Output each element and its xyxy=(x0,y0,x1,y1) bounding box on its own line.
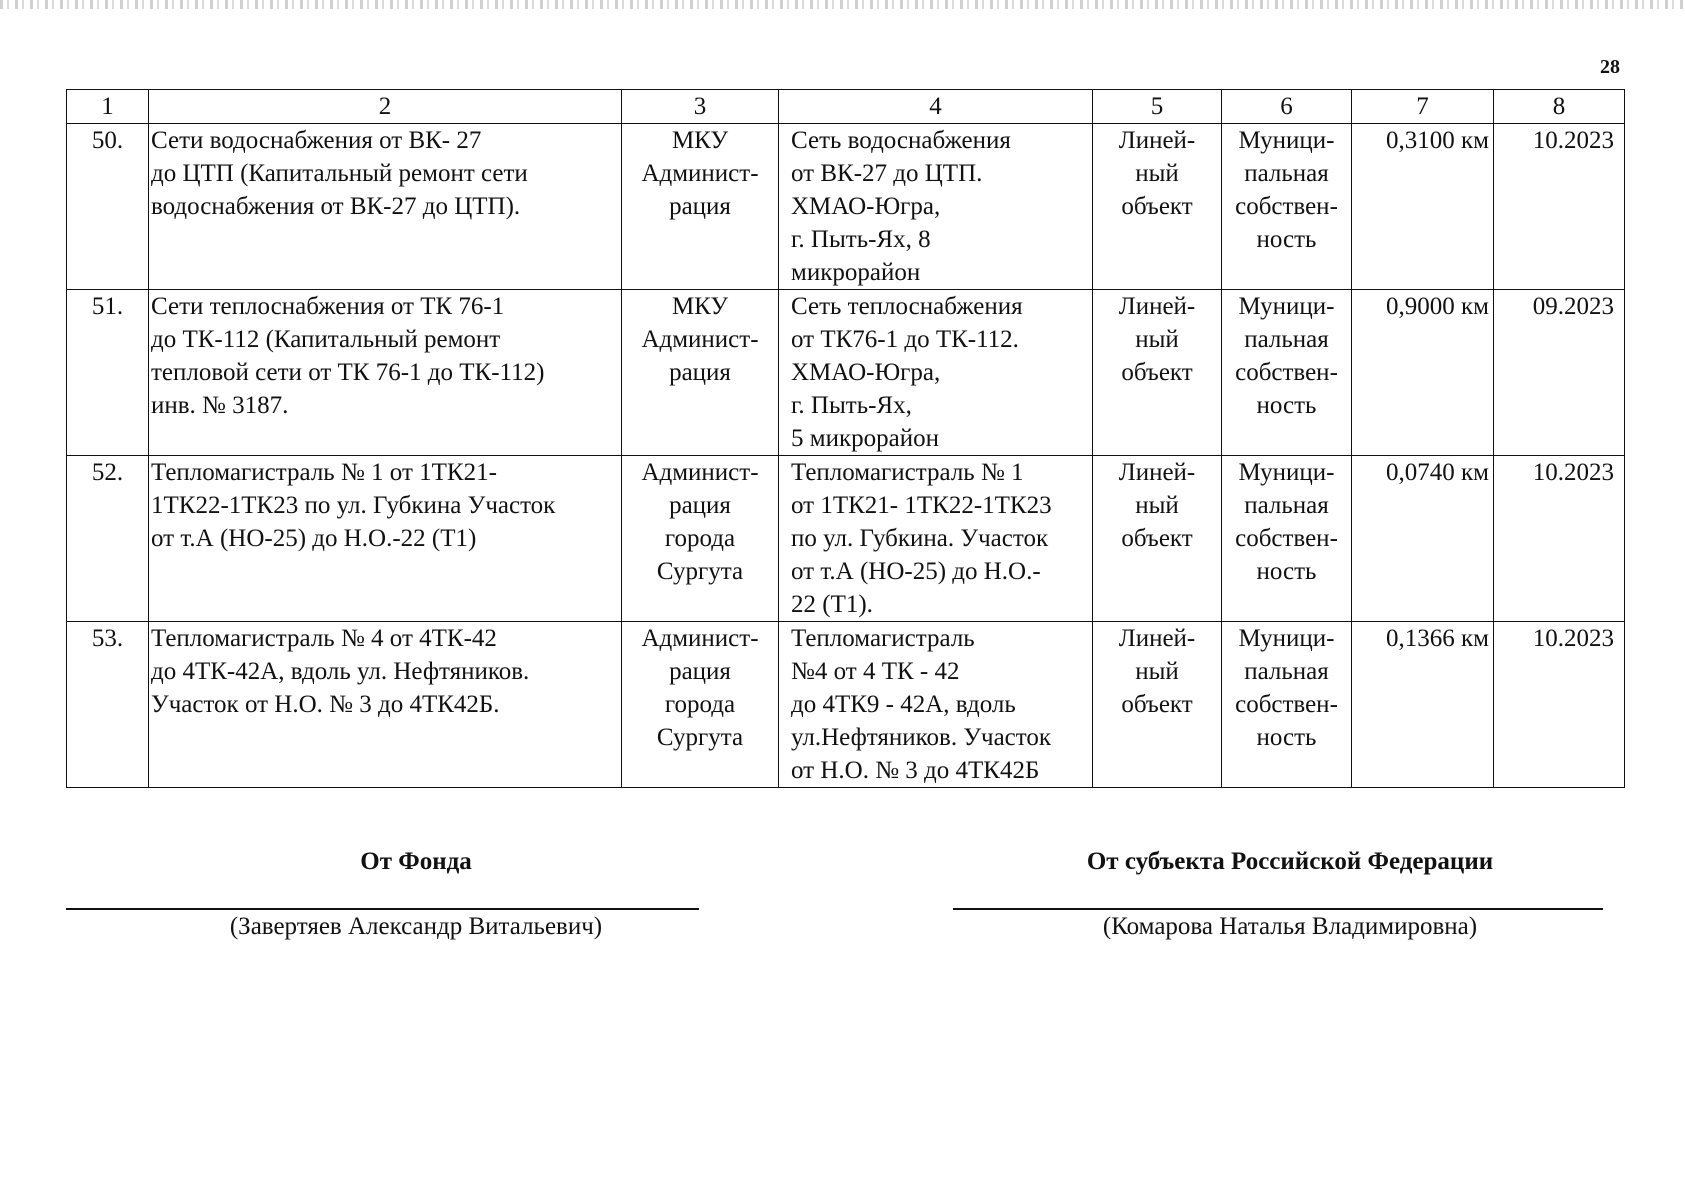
column-header: 2 xyxy=(149,90,622,124)
signature-title-fund: От Фонда xyxy=(360,848,472,875)
object-kind: Линей- ный объект xyxy=(1093,622,1222,788)
object-address: Сеть теплоснабжения от ТК76-1 до ТК-112. ХМАО-Югра, г. Пыть-Ях, 5 микрорайон xyxy=(779,290,1093,456)
completion-date: 10.2023 xyxy=(1494,456,1625,622)
column-header: 7 xyxy=(1352,90,1494,124)
organization: МКУ Админист- рация xyxy=(622,290,779,456)
table-row xyxy=(67,456,1625,622)
object-address: Сеть водоснабжения от ВК-27 до ЦТП. ХМАО-Югра, г. Пыть-Ях, 8 микрорайон xyxy=(779,124,1093,290)
column-header: 8 xyxy=(1494,90,1625,124)
column-header: 1 xyxy=(67,90,149,124)
object-address: Тепломагистраль № 1 от 1ТК21- 1ТК22-1ТК23 по ул. Губкина. Участок от т.А (НО-25) до Н.О.- 22 (Т1). xyxy=(779,456,1093,622)
object-length: 0,9000 км xyxy=(1352,290,1494,456)
column-header: 5 xyxy=(1093,90,1222,124)
object-length: 0,0740 км xyxy=(1352,456,1494,622)
ownership: Муници- пальная собствен- ность xyxy=(1222,622,1352,788)
signature-title-subject: От субъекта Российской Федерации xyxy=(1086,848,1494,875)
ownership: Муници- пальная собствен- ность xyxy=(1222,124,1352,290)
object-kind: Линей- ный объект xyxy=(1093,124,1222,290)
table-row xyxy=(67,622,1625,788)
object-length: 0,3100 км xyxy=(1352,124,1494,290)
object-kind: Линей- ный объект xyxy=(1093,456,1222,622)
column-header: 6 xyxy=(1222,90,1352,124)
completion-date: 09.2023 xyxy=(1494,290,1625,456)
signature-line-fund xyxy=(66,908,699,910)
object-name: Тепломагистраль № 1 от 1ТК21- 1ТК22-1ТК23 по ул. Губкина Участок от т.А (НО-25) до Н.О.-22 (Т1) xyxy=(149,456,622,622)
signatory-name-subject: (Комарова Наталья Владимировна) xyxy=(1102,913,1478,940)
organization: Админист- рация города Сургута xyxy=(622,622,779,788)
row-number: 52. xyxy=(67,456,149,622)
object-name: Сети водоснабжения от ВК- 27 до ЦТП (Капитальный ремонт сети водоснабжения от ВК-27 до ЦТП). xyxy=(149,124,622,290)
objects-table xyxy=(66,89,1625,788)
completion-date: 10.2023 xyxy=(1494,622,1625,788)
signatory-name-fund: (Завертяев Александр Витальевич) xyxy=(229,913,603,940)
object-kind: Линей- ный объект xyxy=(1093,290,1222,456)
object-name: Тепломагистраль № 4 от 4ТК-42 до 4ТК-42А, вдоль ул. Нефтяников. Участок от Н.О. № 3 до 4ТК42Б. xyxy=(149,622,622,788)
completion-date: 10.2023 xyxy=(1494,124,1625,290)
object-address: Тепломагистраль №4 от 4 ТК - 42 до 4ТК9 - 42А, вдоль ул.Нефтяников. Участок от Н.О. № 3 до 4ТК42Б xyxy=(779,622,1093,788)
scan-edge-noise xyxy=(0,0,1685,9)
object-name: Сети теплоснабжения от ТК 76-1 до ТК-112 (Капитальный ремонт тепловой сети от ТК 76-1 до ТК-112) инв. № 3187. xyxy=(149,290,622,456)
ownership: Муници- пальная собствен- ность xyxy=(1222,290,1352,456)
table-row xyxy=(67,124,1625,290)
object-length: 0,1366 км xyxy=(1352,622,1494,788)
table-header-row xyxy=(67,90,1625,124)
column-header: 3 xyxy=(622,90,779,124)
organization: Админист- рация города Сургута xyxy=(622,456,779,622)
row-number: 53. xyxy=(67,622,149,788)
signature-line-subject xyxy=(953,908,1603,910)
row-number: 50. xyxy=(67,124,149,290)
table-row xyxy=(67,290,1625,456)
organization: МКУ Админист- рация xyxy=(622,124,779,290)
column-header: 4 xyxy=(779,90,1093,124)
row-number: 51. xyxy=(67,290,149,456)
ownership: Муници- пальная собствен- ность xyxy=(1222,456,1352,622)
page-number: 28 xyxy=(1600,56,1620,78)
